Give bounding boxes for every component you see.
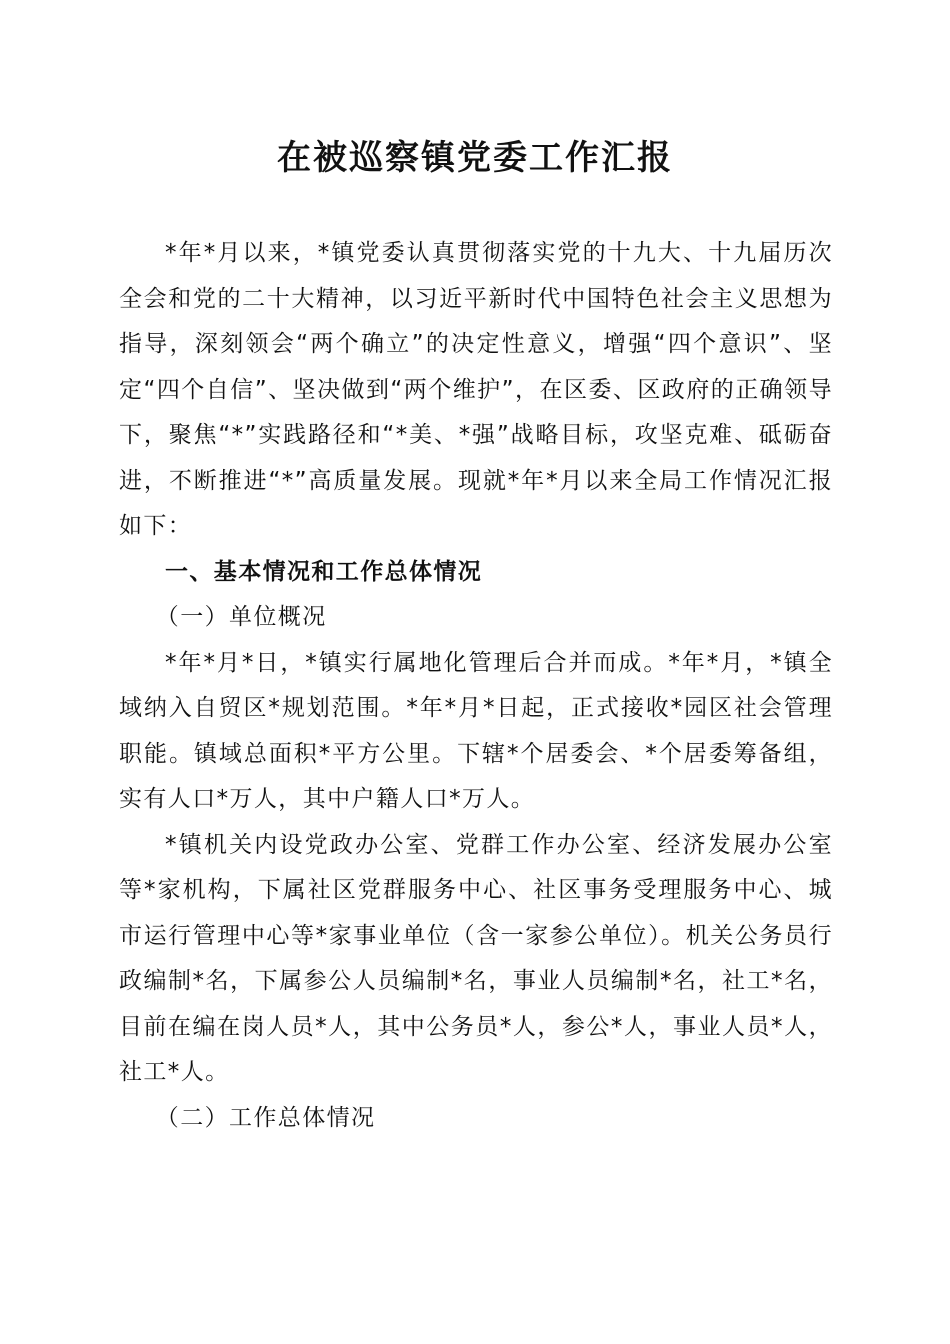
intro-paragraph: *年*月以来，*镇党委认真贯彻落实党的十九大、十九届历次全会和党的二十大精神，以习近平新时代中国特色社会主义思想为指导，深刻领会“两个确立”的决定性意义，增强“四个意识”、坚定“四个自信”、坚决做到“两个维护”，在区委、区政府的正确领导下，聚焦“*”实践路径和“*美、*强”战略目标，攻坚克难、砥砺奋进，不断推进“*”高质量发展。现就*年*月以来全局工作情况汇报如下： xyxy=(119,240,833,539)
subsection-heading-overall-work: （二）工作总体情况 xyxy=(155,1104,376,1131)
unit-overview-paragraph-2: *镇机关内设党政办公室、党群工作办公室、经济发展办公室等*家机构，下属社区党群服务中心、社区事务受理服务中心、城市运行管理中心等*家事业单位（含一家参公单位）。机关公务员行政编制*名，下属参公人员编制*名，事业人员编制*名，社工*名，目前在编在岗人员*人，其中公务员*人，参公*人，事业人员*人，社工*人。 xyxy=(119,831,833,1085)
document-body xyxy=(119,231,833,1141)
subsection-heading-unit-overview: （一）单位概况 xyxy=(155,604,327,630)
unit-overview-paragraph-1: *年*月*日，*镇实行属地化管理后合并而成。*年*月，*镇全域纳入自贸区*规划范围。*年*月*日起，正式接收*园区社会管理职能。镇域总面积*平方公里。下辖*个居委会、*个居委筹备组，实有人口*万人，其中户籍人口*万人。 xyxy=(119,649,833,812)
document-title: 在被巡察镇党委工作汇报 xyxy=(277,138,673,178)
section-heading-basic-situation: 一、基本情况和工作总体情况 xyxy=(165,558,483,585)
